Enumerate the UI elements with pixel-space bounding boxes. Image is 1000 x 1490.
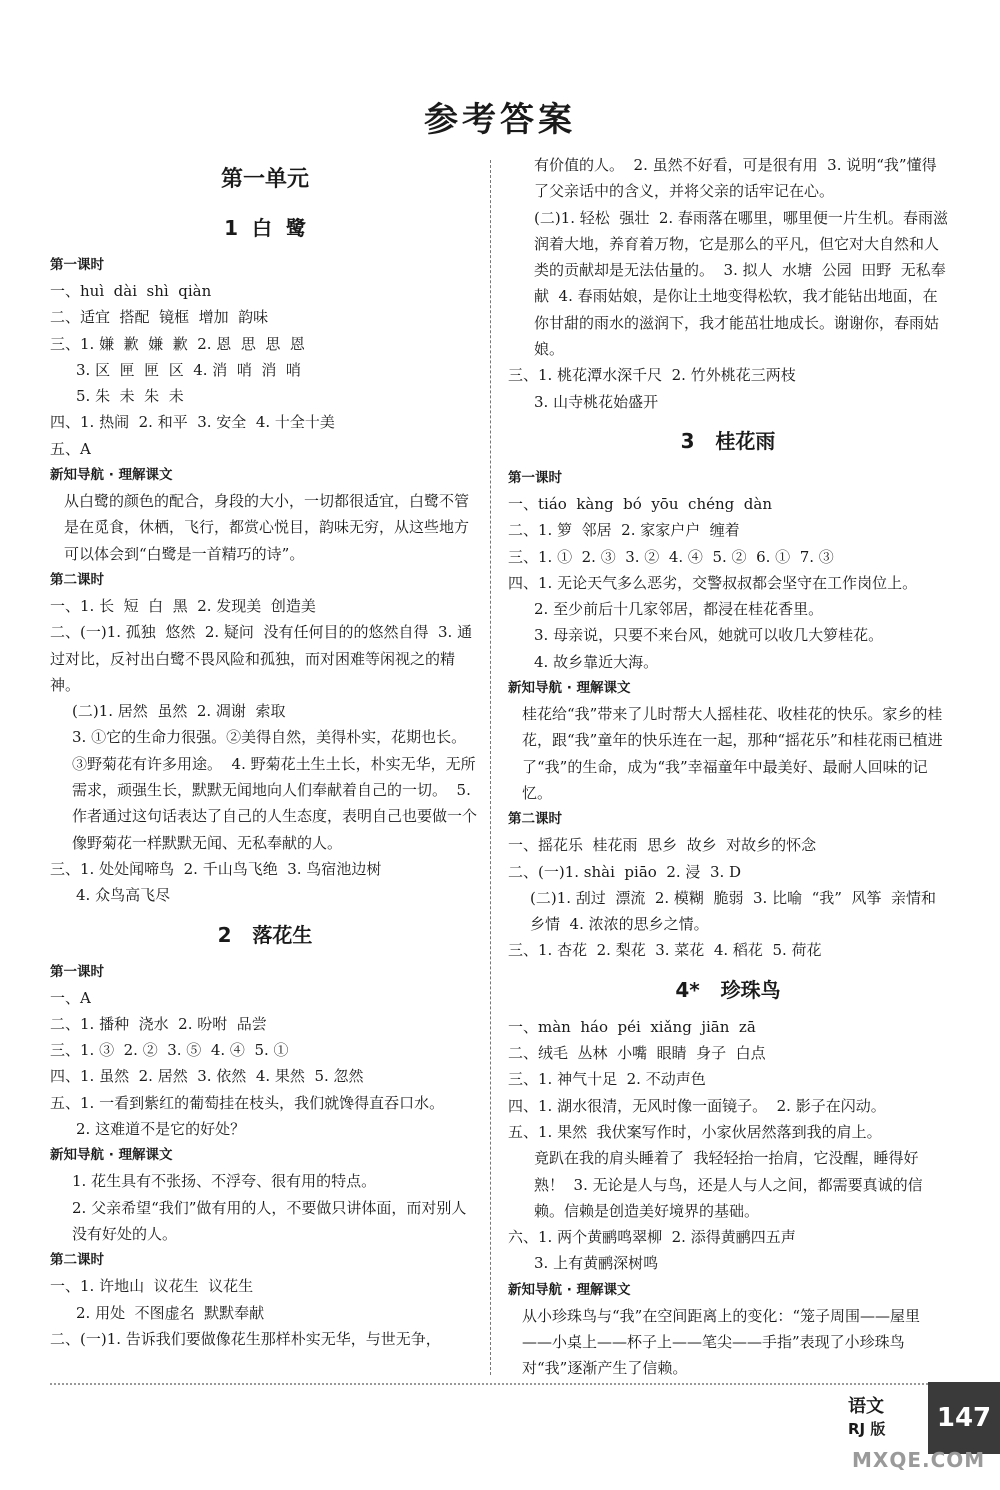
answer-line: 三、1. ③ 2. ② 3. ⑤ 4. ④ 5. ①: [50, 1041, 289, 1060]
footer-subject: 语文: [848, 1396, 884, 1417]
answer-paragraph: 从小珍珠鸟与“我”在空间距离上的变化：“笼子周围——屋里——小桌上——杯子上——笔尖——手指”表现了小珍珠鸟对“我”逐渐产生了信赖。: [522, 1306, 921, 1378]
answer-line: 2. 父亲希望“我们”做有用的人，不要做只讲体面，而对别人没有好处的人。: [72, 1198, 467, 1243]
answer-line: 二、(一)1. shài piāo 2. 浸 3. D: [508, 862, 742, 881]
answer-line: 三、1. ① 2. ③ 3. ② 4. ④ 5. ② 6. ① 7. ③: [508, 547, 834, 566]
answer-line: 4. 众鸟高飞尽: [76, 886, 171, 905]
answer-line: 五、1. 果然 我伏案写作时，小家伙居然落到我的肩上。: [508, 1122, 882, 1141]
answer-line: (二)1. 刮过 漂流 2. 模糊 脆弱 3. 比喻 “我” 风筝 亲情和乡情 4. 浓浓的思乡之情。: [530, 888, 937, 934]
answer-paragraph: 桂花给“我”带来了儿时帮大人摇桂花、收桂花的快乐。家乡的桂花，跟“我”童年的快乐连在一起，那种“摇花乐”和桂花雨已植进了“我”的生命，成为“我”幸福童年中最美好、最耐人回味的记忆。: [522, 705, 943, 802]
section-heading: 第二课时: [508, 811, 562, 828]
answer-line: 2. 至少前后十几家邻居，都浸在桂花香里。: [534, 600, 824, 619]
answer-line: 二、绒毛 丛林 小嘴 眼睛 身子 白点: [508, 1044, 766, 1063]
answer-line: 3. 区 匣 匣 区 4. 消 哨 消 哨: [76, 360, 301, 379]
answer-line: 2. 用处 不图虚名 默默奉献: [76, 1303, 265, 1322]
answer-line: (二)1. 轻松 强壮 2. 春雨落在哪里，哪里便一片生机。春雨滋润着大地，养育着万物，它是那么的平凡，但它对大自然和人类的贡献却是无法估量的。 3. 拟人 水塘 公园 田野 无私奉献 4. 春雨姑娘，是你让土地变得松软，我才能钻出地面，在你甘甜的雨水的滋润下，我才能茁壮地成长。谢谢你，春雨姑娘。: [534, 208, 948, 359]
lesson-title-2: 2 落花生: [217, 922, 313, 947]
answer-line: 二、1. 播种 浇水 2. 吩咐 品尝: [50, 1014, 267, 1033]
answer-line: (二)1. 居然 虽然 2. 凋谢 索取: [72, 702, 286, 721]
answer-line: 四、1. 热闹 2. 和平 3. 安全 4. 十全十美: [50, 413, 335, 432]
answer-line: 一、huì dài shì qiàn: [50, 282, 212, 300]
section-heading: 第二课时: [50, 1252, 104, 1269]
footer-rule: [50, 1383, 940, 1385]
section-heading: 第一课时: [50, 963, 104, 980]
answer-line: 四、1. 虽然 2. 居然 3. 依然 4. 果然 5. 忽然: [50, 1067, 364, 1086]
answer-line: 四、1. 无论天气多么恶劣，交警叔叔都会坚守在工作岗位上。: [508, 573, 918, 592]
section-heading: 第二课时: [50, 571, 104, 588]
answer-line: 三、1. 神气十足 2. 不动声色: [508, 1070, 706, 1089]
answer-paragraph: 从白鹭的颜色的配合，身段的大小，一切都很适宜，白鹭不管是在觅食，休栖，飞行，都赏心悦目，韵味无穷，从这些地方可以体会到“白鹭是一首精巧的诗”。: [64, 492, 470, 563]
column-divider: [490, 160, 491, 1375]
answer-line: 5. 朱 未 朱 未: [76, 387, 184, 406]
answer-line: 1. 花生具有不张扬、不浮夸、很有用的特点。: [72, 1172, 377, 1191]
answer-line: 六、1. 两个黄鹂鸣翠柳 2. 添得黄鹂四五声: [508, 1228, 796, 1247]
lesson-title-1: 1 白 鹭: [224, 216, 306, 240]
section-heading: 新知导航 · 理解课文: [508, 680, 631, 697]
answer-line: 一、tiáo kàng bó yōu chéng dàn: [508, 494, 772, 513]
page-title: 参考答案: [424, 100, 576, 140]
answer-line: 五、A: [50, 439, 91, 458]
page-number: 147: [928, 1382, 1000, 1454]
section-heading: 新知导航 · 理解课文: [50, 467, 173, 484]
answer-line: 一、màn háo péi xiǎng jiān zā: [508, 1017, 756, 1036]
answer-line: 一、1. 许地山 议花生 议花生: [50, 1277, 254, 1296]
answer-line: 二、(一)1. 孤独 悠然 2. 疑问 没有任何目的的悠然自得 3. 通过对比，反衬出白鹭不畏风险和孤独，而对困难等闲视之的精神。: [50, 623, 473, 694]
section-heading: 新知导航 · 理解课文: [508, 1281, 631, 1298]
answer-line: 3. ①它的生命力很强。②美得自然，美得朴实，花期也长。③野菊花有许多用途。 4. 野菊花土生土长，朴实无华，无所需求，顽强生长，默默无闻地向人们奉献着自己的一切。 5. 作者通过这句话表达了自己的人生态度，表明自己也要做一个像野菊花一样默默无闻、无私奉献的人。: [72, 728, 478, 852]
answer-line: 一、摇花乐 桂花雨 思乡 故乡 对故乡的怀念: [508, 836, 817, 855]
answer-line: 二、适宜 搭配 镜框 增加 韵味: [50, 308, 269, 327]
answer-line: 二、1. 箩 邻居 2. 家家户户 缠着: [508, 521, 740, 540]
answer-line: 3. 山寺桃花始盛开: [534, 392, 659, 411]
answer-line: 五、1. 一看到紫红的葡萄挂在枝头，我们就馋得直吞口水。: [50, 1093, 445, 1112]
section-heading: 第一课时: [508, 469, 562, 486]
answer-line: 三、1. 嫌 歉 嫌 歉 2. 恩 思 思 恩: [50, 334, 305, 353]
answer-line: 一、1. 长 短 白 黑 2. 发现美 创造美: [50, 596, 316, 615]
unit-title: 第一单元: [220, 167, 309, 192]
answer-line: 三、1. 杏花 2. 梨花 3. 菜花 4. 稻花 5. 荷花: [508, 941, 822, 960]
answer-line: 一、A: [50, 988, 91, 1007]
answer-line: 三、1. 桃花潭水深千尺 2. 竹外桃花三两枝: [508, 366, 796, 385]
section-heading: 第一课时: [50, 257, 104, 273]
answer-line: 二、(一)1. 告诉我们要做像花生那样朴实无华，与世无争，: [50, 1329, 441, 1348]
answer-line: 三、1. 处处闻啼鸟 2. 千山鸟飞绝 3. 鸟宿池边树: [50, 859, 382, 878]
answer-line: 2. 这难道不是它的好处？: [76, 1120, 246, 1139]
right-column: [508, 152, 948, 1382]
answer-line: 3. 上有黄鹂深树鸣: [534, 1254, 659, 1273]
section-heading: 新知导航 · 理解课文: [50, 1147, 173, 1164]
lesson-title-4: 4* 珍珠鸟: [675, 977, 781, 1002]
answer-line: 四、1. 湖水很清，无风时像一面镜子。 2. 影子在闪动。: [508, 1096, 886, 1115]
answer-line: 有价值的人。 2. 虽然不好看，可是很有用 3. 说明“我”懂得了父亲话中的含义，并将父亲的话牢记在心。: [534, 156, 937, 201]
lesson-title-3: 3 桂花雨: [680, 428, 776, 453]
left-column: [50, 152, 480, 1352]
answer-line: 竟趴在我的肩头睡着了 我轻轻抬一抬肩，它没醒，睡得好熟！ 3. 无论是人与鸟，还是人与人之间，都需要真诚的信赖。信赖是创造美好境界的基础。: [534, 1149, 923, 1220]
watermark: MXQE.COM: [852, 1448, 986, 1472]
answer-line: 3. 母亲说，只要不来台风，她就可以收几大箩桂花。: [534, 626, 884, 645]
answer-line: 4. 故乡靠近大海。: [534, 652, 659, 671]
footer-edition: RJ 版: [848, 1420, 886, 1438]
